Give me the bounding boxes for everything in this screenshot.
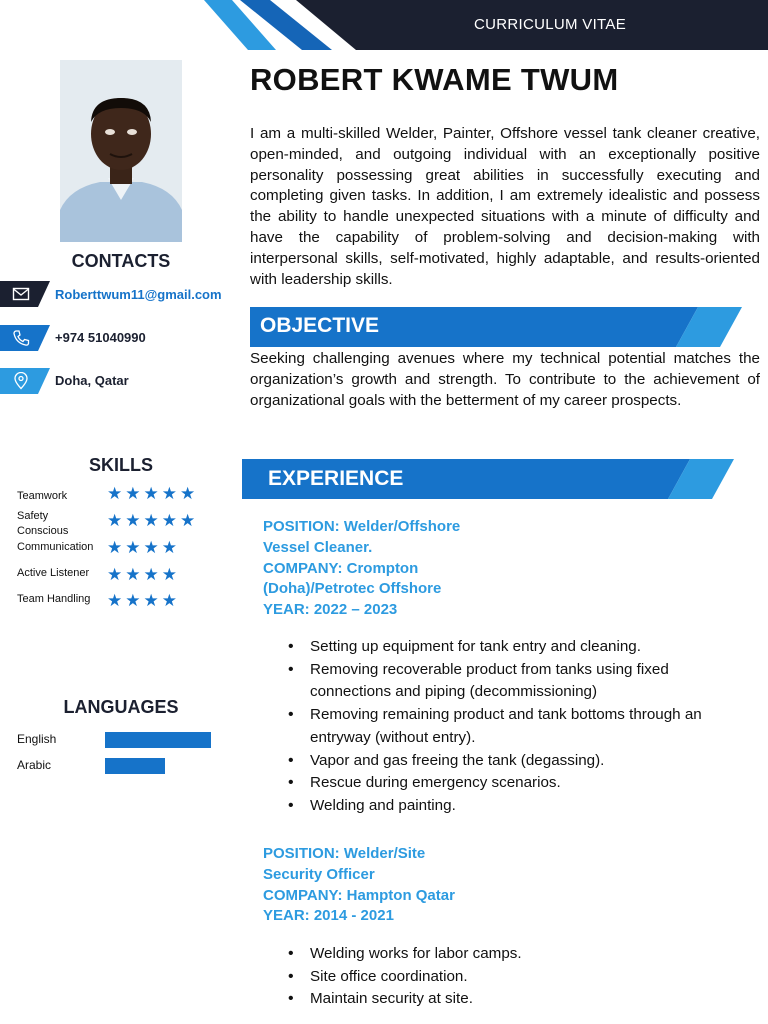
- language-label-arabic: Arabic: [17, 758, 52, 772]
- list-item: • Welding and painting.: [288, 795, 728, 818]
- job-2-duties: [288, 943, 728, 1011]
- job-1-header: [263, 517, 460, 621]
- job-1-company: COMPANY: Crompton: [263, 559, 419, 577]
- list-item: • Maintain security at site.: [288, 988, 728, 1011]
- document-title: CURRICULUM VITAE: [473, 16, 626, 33]
- job-2-year: YEAR: 2014 - 2021: [263, 907, 394, 925]
- job-1-duties: [288, 636, 728, 818]
- job-2-header: [263, 844, 455, 927]
- job-1-position: POSITION: Welder/Offshore: [263, 518, 461, 535]
- email-link[interactable]: Roberttwum11@gmail.com: [55, 287, 222, 302]
- skill-label-safety: Safety Conscious: [17, 510, 69, 537]
- job-1-year: YEAR: 2022 – 2023: [263, 601, 398, 619]
- job-2-position: POSITION: Welder/Site: [263, 845, 426, 862]
- phone-tab: [0, 325, 50, 351]
- list-item: • Setting up equipment for tank entry and cleaning.: [288, 636, 728, 659]
- skill-stars-team-handling: ★★★★: [107, 591, 180, 610]
- candidate-name: ROBERT KWAME TWUM: [250, 62, 619, 97]
- experience-heading: EXPERIENCE: [268, 467, 404, 490]
- skill-label-team-handling: Team Handling: [17, 593, 91, 605]
- skill-label-teamwork: Teamwork: [17, 490, 68, 502]
- list-item: • Site office coordination.: [288, 966, 728, 989]
- skill-stars-active-listener: ★★★★: [107, 565, 180, 584]
- skill-label-active-listener: Active Listener: [17, 567, 90, 579]
- list-item: • Removing remaining product and tank bottoms through an entryway (without entry).: [288, 704, 728, 749]
- envelope-icon: [12, 285, 30, 303]
- job-1-position-cont: Vessel Cleaner.: [263, 538, 373, 556]
- skill-stars-communication: ★★★★: [107, 538, 180, 557]
- person-silhouette-icon: [60, 60, 182, 242]
- list-item: • Rescue during emergency scenarios.: [288, 772, 728, 795]
- location-tab: [0, 368, 50, 394]
- skill-label-communication: Communication: [17, 541, 94, 553]
- phone-number: +974 51040990: [55, 330, 146, 345]
- list-item: • Removing recoverable product from tanks using fixed connections and piping (decommissioning): [288, 659, 728, 704]
- language-bar-arabic: [105, 758, 165, 774]
- location-pin-icon: [12, 372, 30, 390]
- job-2-position-cont: Security Officer: [263, 865, 375, 883]
- skills-heading: SKILLS: [88, 455, 153, 475]
- profile-summary: I am a multi-skilled Welder, Painter, Offshore vessel tank cleaner creative, open-minded, and outgoing individual with an exceptionally positive personality possessing great abilities in successfully executing and completing given tasks. In addition, I am extremely idealistic and possess the ability to handle unexpected situations with a minute of difficulty and have the capability of problem-solving and decision-making with interpersonal skills, self-motivated, highly adaptable, and results-oriented with leadership skills.: [250, 125, 760, 288]
- phone-icon: [12, 329, 30, 347]
- contacts-heading: CONTACTS: [71, 251, 171, 271]
- job-2-company: COMPANY: Hampton Qatar: [263, 886, 455, 904]
- language-bar-english: [105, 732, 211, 748]
- email-tab: [0, 281, 50, 307]
- skill-stars-safety: ★★★★★: [107, 511, 199, 530]
- job-1-company-cont: (Doha)/Petrotec Offshore: [263, 580, 442, 598]
- list-item: • Vapor and gas freeing the tank (degassing).: [288, 750, 728, 773]
- language-label-english: English: [17, 732, 57, 746]
- location-text: Doha, Qatar: [55, 373, 129, 388]
- profile-photo: [60, 60, 182, 242]
- objective-heading: OBJECTIVE: [260, 314, 380, 337]
- skill-stars-teamwork: ★★★★★: [107, 484, 199, 503]
- list-item: • Welding works for labor camps.: [288, 943, 728, 966]
- objective-text: Seeking challenging avenues where my technical potential matches the organization’s growth and strength. To contribute to the achievement of organizational goals with the betterment of my career prospects.: [250, 350, 760, 409]
- languages-heading: LANGUAGES: [63, 697, 179, 717]
